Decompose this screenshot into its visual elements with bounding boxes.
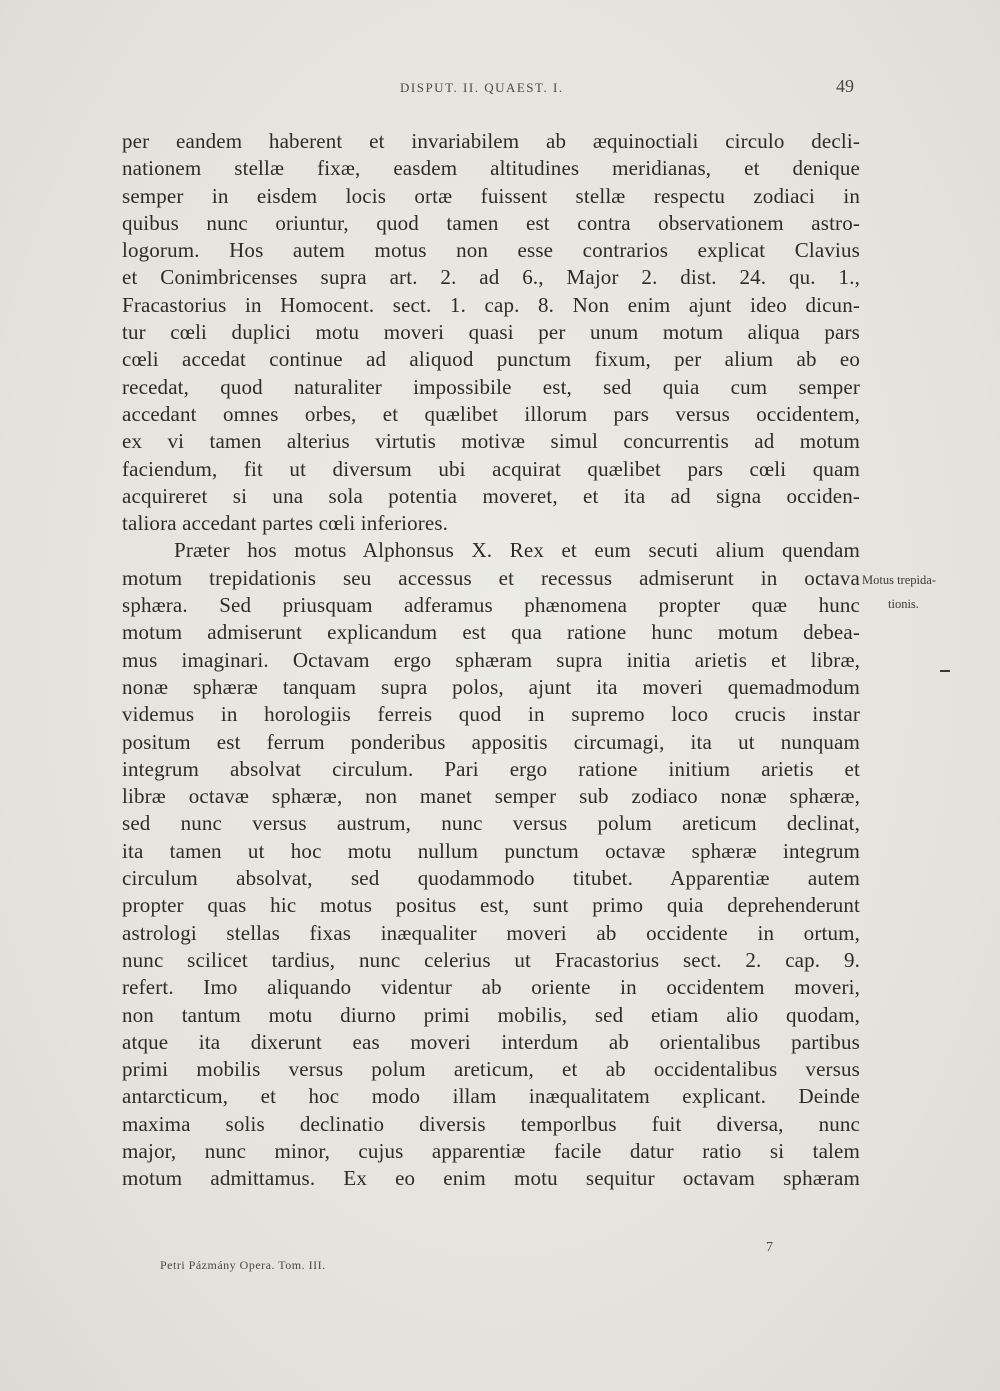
- text-line: recedat, quod naturaliter impossibile est, sed quia cum semper: [122, 374, 860, 399]
- text-line: motum admiserunt explicandum est qua ratione hunc motum debea-: [122, 620, 860, 645]
- text-line: taliora accedant partes cœli inferiores.: [122, 511, 449, 536]
- body-text: [122, 128, 860, 1193]
- text-line: nunc scilicet tardius, nunc celerius ut Fracastorius sect. 2. cap. 9.: [122, 947, 860, 972]
- text-line: semper in eisdem locis ortæ fuissent stellæ respectu zodiaci in: [122, 183, 860, 208]
- text-line: libræ octavæ sphæræ, non manet semper sub zodiaco nonæ sphæræ,: [122, 784, 860, 809]
- text-line: circulum absolvat, sed quodammodo titubet. Apparentiæ autem: [122, 866, 860, 891]
- text-line: sphæra. Sed priusquam adferamus phænomena propter quæ hunc: [122, 593, 860, 618]
- text-line: major, nunc minor, cujus apparentiæ facile datur ratio si talem: [122, 1138, 860, 1163]
- text-line: astrologi stellas fixas inæqualiter moveri ab occidente in ortum,: [122, 920, 860, 945]
- text-line: accedant omnes orbes, et quælibet illorum pars versus occidentem,: [122, 401, 860, 426]
- text-line: nonæ sphæræ tanquam supra polos, ajunt ita moveri quemadmodum: [122, 674, 860, 699]
- text-line: cœli accedat continue ad aliquod punctum fixum, per alium ab eo: [122, 347, 860, 372]
- text-line: integrum absolvat circulum. Pari ergo ratione initium arietis et: [122, 756, 860, 781]
- text-line: motum admittamus. Ex eo enim motu sequitur octavam sphæram: [122, 1166, 860, 1191]
- text-line: sed nunc versus austrum, nunc versus polum areticum declinat,: [122, 811, 860, 836]
- text-line: non tantum motu diurno primi mobilis, sed etiam alio quodam,: [122, 1002, 860, 1027]
- text-line: motum trepidationis seu accessus et recessus admiserunt in octava: [122, 565, 860, 590]
- text-line: ita tamen ut hoc motu nullum punctum octavæ sphæræ integrum: [122, 838, 860, 863]
- text-line: videmus in horologiis ferreis quod in supremo loco crucis instar: [122, 702, 860, 727]
- text-line: Fracastorius in Homocent. sect. 1. cap. 8. Non enim ajunt ideo dicun-: [122, 292, 860, 317]
- text-line: faciendum, fit ut diversum ubi acquirat quælibet pars cœli quam: [122, 456, 860, 481]
- text-line: mus imaginari. Octavam ergo sphæram supra initia arietis et libræ,: [122, 647, 860, 672]
- text-line: atque ita dixerunt eas moveri interdum ab orientalibus partibus: [122, 1029, 860, 1054]
- text-line: acquireret si una sola potentia moveret, et ita ad signa occiden-: [122, 483, 860, 508]
- text-line: quibus nunc oriuntur, quod tamen est contra observationem astro-: [122, 210, 860, 235]
- text-line: per eandem haberent et invariabilem ab æquinoctiali circulo decli-: [122, 129, 860, 153]
- signature-mark: 7: [766, 1240, 773, 1255]
- margin-note-line: Motus trepida-: [862, 573, 936, 587]
- margin-note-line: tionis.: [888, 597, 919, 611]
- running-head: DISPUT. II. QUAEST. I.: [400, 80, 564, 95]
- text-line: antarcticum, et hoc modo illam inæqualitatem explicant. Deinde: [122, 1084, 860, 1109]
- footer-title: Petri Pázmány Opera. Tom. III.: [160, 1258, 326, 1272]
- text-line: positum est ferrum ponderibus appositis circumagi, ita ut nunquam: [122, 729, 860, 754]
- margin-note: [862, 568, 992, 616]
- text-line: tur cœli duplici motu moveri quasi per unum motum aliqua pars: [122, 320, 860, 345]
- text-line: refert. Imo aliquando videntur ab oriente in occidentem moveri,: [122, 975, 860, 1000]
- text-line: logorum. Hos autem motus non esse contrarios explicat Clavius: [122, 238, 860, 263]
- text-line: maxima solis declinatio diversis temporlbus fuit diversa, nunc: [122, 1111, 860, 1136]
- page-number: 49: [836, 76, 854, 96]
- paragraph-first-line: Præter hos motus Alphonsus X. Rex et eum secuti alium quendam: [174, 538, 860, 563]
- text-line: ex vi tamen alterius virtutis motivæ simul concurrentis ad motum: [122, 429, 860, 454]
- text-line: nationem stellæ fixæ, easdem altitudines meridianas, et denique: [122, 156, 860, 181]
- text-line: propter quas hic motus positus est, sunt primo quia deprehenderunt: [122, 893, 860, 918]
- margin-dash: [940, 670, 950, 672]
- text-line: primi mobilis versus polum areticum, et ab occidentalibus versus: [122, 1057, 860, 1082]
- text-line: et Conimbricenses supra art. 2. ad 6., Major 2. dist. 24. qu. 1.,: [122, 265, 860, 290]
